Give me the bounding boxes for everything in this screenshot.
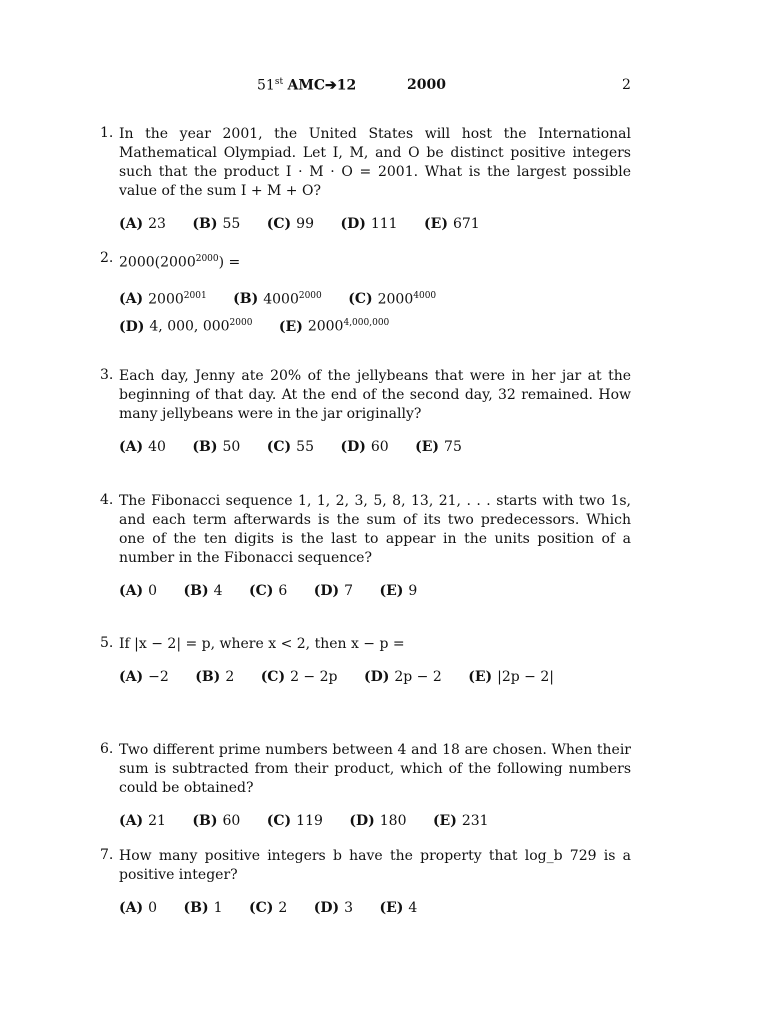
choice-value: 9 [408, 583, 418, 599]
contest-level: 12 [336, 77, 357, 94]
choice-value: 60 [370, 439, 389, 455]
choice-label: (A) [119, 669, 144, 685]
page-number: 2 [622, 77, 631, 93]
problem-5 [100, 635, 631, 689]
choice-label: (B) [183, 583, 209, 599]
choice-c [267, 809, 323, 833]
choice-value: 231 [461, 813, 489, 829]
choice-b [192, 212, 240, 236]
choice-value: 60 [222, 813, 241, 829]
choice-label: (A) [119, 439, 144, 455]
choice-value: 6 [278, 583, 288, 599]
choice-value: 75 [444, 439, 462, 455]
choice-exponent: 2001 [183, 290, 207, 301]
problem-number: 7. [100, 847, 114, 863]
choice-exponent: 4,000,000 [343, 318, 390, 329]
choice-a [119, 284, 207, 312]
choice-d [119, 311, 252, 339]
stem-base: 2000(2000 [119, 254, 196, 271]
choice-value: 4 [213, 583, 223, 599]
choice-value: 50 [222, 439, 241, 455]
choice-label: (C) [248, 583, 274, 599]
choice-e [468, 665, 554, 689]
choice-base: 2000 [148, 291, 184, 308]
problem-stem: How many positive integers b have the property that log_b 729 is a positive integer? [119, 848, 631, 883]
choice-base: 2000 [377, 291, 414, 308]
choice-d [349, 809, 406, 833]
choice-value: |2p − 2| [497, 669, 554, 685]
problem-6 [100, 741, 631, 833]
choice-d [314, 896, 353, 920]
contest-title [257, 77, 356, 94]
choice-label: (E) [424, 216, 448, 232]
choice-b [195, 665, 234, 689]
problem-number: 5. [100, 635, 114, 651]
problem-stem: Each day, Jenny ate 20% of the jellybeans that were in her jar at the beginning of that day. At the end of the second day, 32 remained. How many jellybeans were in the jar originally? [119, 368, 631, 422]
stem-tail: ) = [218, 254, 241, 271]
choice-exponent: 2000 [229, 318, 253, 329]
choice-label: (E) [379, 583, 404, 599]
choice-label: (E) [379, 900, 404, 916]
choice-label: (D) [349, 813, 375, 829]
choice-e [433, 809, 489, 833]
problem-stem [119, 250, 631, 273]
choice-label: (D) [363, 669, 390, 685]
contest-name: AMC [287, 77, 326, 94]
choice-base: 4, 000, 000 [149, 318, 230, 335]
stem-exponent: 2000 [195, 254, 219, 264]
problem-1 [100, 125, 631, 236]
choice-c [267, 212, 314, 236]
choice-e [279, 311, 389, 339]
choice-label: (D) [340, 216, 366, 232]
choice-value: 1 [213, 900, 223, 916]
problem-stem: In the year 2001, the United States will host the International Mathematical Olympiad. Let I, M, and O be distinct positive integers such that the product I · M · O = 2001. What is the largest possible value of the sum I + M + O? [119, 126, 631, 199]
choice-label: (B) [183, 900, 209, 916]
choice-value: 23 [148, 216, 166, 232]
choice-label: (E) [432, 813, 457, 829]
choice-value: 55 [222, 216, 241, 232]
choice-base: 2000 [307, 318, 344, 335]
choice-value: 55 [296, 439, 314, 455]
choice-exponent: 4000 [413, 290, 437, 301]
choice-value: 0 [148, 583, 158, 599]
choice-c [249, 896, 287, 920]
choice-value: 2 [225, 669, 235, 685]
ordinal: 51 [257, 77, 275, 94]
choice-label: (C) [266, 216, 292, 232]
choice-e [380, 579, 418, 603]
choice-label: (C) [260, 669, 286, 685]
problem-4 [100, 492, 631, 603]
choice-a [119, 579, 157, 603]
choice-label: (D) [313, 900, 340, 916]
choice-d [340, 212, 397, 236]
choice-c [261, 665, 338, 689]
choice-label: (A) [119, 900, 144, 916]
choice-c [348, 284, 436, 312]
ordinal-suffix: st [274, 77, 284, 87]
choice-base: 4000 [263, 291, 299, 308]
answer-choices [119, 284, 631, 339]
choice-a [119, 896, 157, 920]
choice-label: (E) [278, 318, 303, 335]
choice-value: 2p − 2 [394, 669, 442, 685]
choice-b [184, 896, 223, 920]
answer-choices [119, 579, 631, 603]
choice-b [184, 579, 223, 603]
choice-label: (A) [119, 583, 144, 599]
choice-value: 119 [296, 813, 323, 829]
answer-choices [119, 896, 631, 920]
choice-b [192, 435, 240, 459]
choice-b [233, 284, 322, 312]
choice-label: (B) [192, 439, 218, 455]
choice-label: (E) [468, 669, 493, 685]
choice-label: (B) [192, 216, 218, 232]
choice-d [314, 579, 353, 603]
choice-label: (B) [195, 669, 221, 685]
choice-value: 99 [296, 216, 314, 232]
problem-2 [100, 250, 631, 339]
arrow-icon: ➔ [325, 77, 337, 94]
choice-d [364, 665, 442, 689]
answer-choices [119, 435, 631, 459]
choice-label: (C) [348, 291, 373, 308]
problem-number: 2. [100, 250, 114, 266]
answer-choices [119, 809, 631, 833]
choice-label: (D) [119, 318, 145, 335]
choice-c [249, 579, 287, 603]
problem-number: 4. [100, 492, 114, 508]
page-header [0, 77, 768, 97]
choice-label: (B) [233, 291, 259, 308]
problem-stem: The Fibonacci sequence 1, 1, 2, 3, 5, 8, 13, 21, . . . starts with two 1s, and each term afterwards is the sum of its two predecessors. Which one of the ten digits is the last to appear in the units position of a number in the Fibonacci sequence? [119, 493, 631, 566]
choice-c [267, 435, 314, 459]
problem-number: 3. [100, 367, 114, 383]
choice-label: (D) [313, 583, 340, 599]
choice-value: 2 − 2p [290, 669, 338, 685]
choice-a [119, 212, 166, 236]
choice-e [415, 435, 462, 459]
choice-label: (B) [192, 813, 218, 829]
choice-value: −2 [148, 669, 169, 685]
choice-a [119, 435, 166, 459]
choice-value: 180 [379, 813, 407, 829]
choice-b [192, 809, 240, 833]
choice-row-1 [119, 284, 631, 312]
choice-value: 21 [148, 813, 166, 829]
choice-d [340, 435, 388, 459]
answer-choices [119, 665, 631, 689]
problem-stem: Two different prime numbers between 4 and 18 are chosen. When their sum is subtracted from their product, which of the following numbers could be obtained? [119, 742, 631, 796]
choice-label: (E) [415, 439, 440, 455]
problem-stem: If |x − 2| = p, where x < 2, then x − p = [119, 636, 405, 652]
choice-label: (A) [119, 216, 144, 232]
choice-label: (A) [119, 291, 144, 308]
choice-exponent: 2000 [298, 290, 322, 301]
choice-value: 4 [408, 900, 418, 916]
choice-value: 0 [148, 900, 158, 916]
choice-label: (A) [119, 813, 144, 829]
problem-3 [100, 367, 631, 459]
choice-value: 2 [278, 900, 288, 916]
contest-year: 2000 [407, 77, 446, 93]
choice-e [380, 896, 418, 920]
choice-label: (D) [340, 439, 366, 455]
choice-value: 111 [370, 216, 398, 232]
choice-e [424, 212, 480, 236]
answer-choices [119, 212, 631, 236]
choice-label: (C) [248, 900, 274, 916]
choice-value: 671 [452, 216, 480, 232]
choice-label: (C) [266, 439, 292, 455]
choice-label: (C) [266, 813, 292, 829]
problem-number: 6. [100, 741, 114, 757]
choice-row-2 [119, 311, 631, 339]
choice-a [119, 809, 166, 833]
problem-7 [100, 847, 631, 920]
choice-a [119, 665, 169, 689]
choice-value: 3 [344, 900, 354, 916]
choice-value: 7 [344, 583, 354, 599]
choice-value: 40 [148, 439, 166, 455]
problem-number: 1. [100, 125, 114, 141]
